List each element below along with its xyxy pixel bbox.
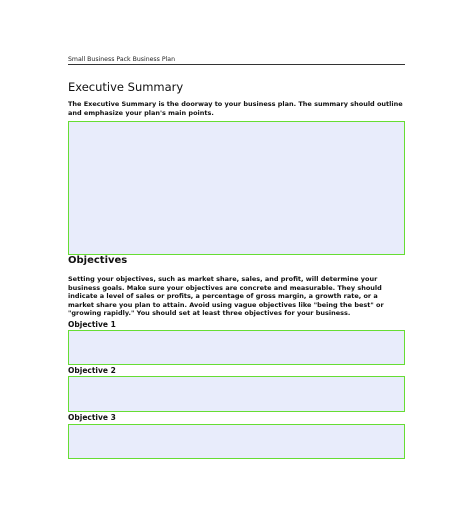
executive-summary-intro: The Executive Summary is the doorway to your business plan. The summary should outline and emphasize your plan's main points.: [68, 100, 403, 117]
objective-2-label: Objective 2: [68, 366, 116, 375]
objectives-intro: Setting your objectives, such as market share, sales, and profit, will determine your business goals. Make sure your objectives are concrete and measurable. They should indicate a level of sales or profits, a percentage of gross margin, a growth rate, or a market share you plan to attain. Avoid using vague objectives like "being the best" or "growing rapidly." You should set at least three objectives for your business.: [68, 275, 384, 318]
objective-1-input-box[interactable]: [68, 330, 405, 365]
executive-summary-input-box[interactable]: [68, 121, 405, 255]
objective-1-label: Objective 1: [68, 320, 116, 329]
executive-summary-heading: Executive Summary: [68, 80, 184, 94]
document-header-title: Small Business Pack Business Plan: [68, 56, 176, 63]
header-divider: [68, 64, 405, 65]
objective-2-input-box[interactable]: [68, 376, 405, 412]
objectives-heading: Objectives: [68, 255, 128, 266]
objective-3-label: Objective 3: [68, 413, 116, 422]
objective-3-input-box[interactable]: [68, 424, 405, 459]
